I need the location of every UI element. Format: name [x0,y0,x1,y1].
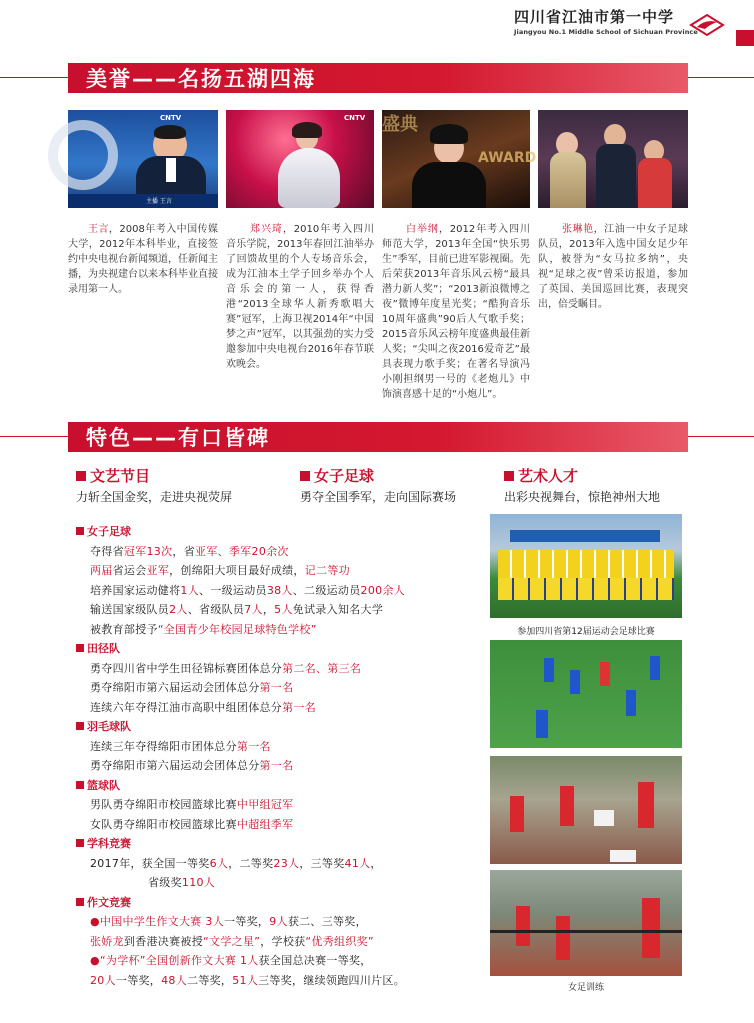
award-highlight: 第二名、第三名 [282,661,362,675]
award-text: 男队勇夺绵阳市校园篮球比赛 [90,798,237,811]
award-line [76,581,496,601]
person-bio: ，2008年考入中国传媒大学，2012年本科毕业，直接签约中央电视台新闻频道，任新闻主播，为央视建台以来本科毕业直接录用第一人。 [68,224,219,295]
award-line [76,561,496,581]
award-line [76,659,496,679]
award-line [76,873,496,893]
award-highlight: 20人 [90,973,116,987]
award-text: 连续三年夺得绵阳市团体总分 [90,739,237,753]
award-text: 、省级队员 [187,603,245,616]
award-line [76,815,496,835]
award-highlight: 2人 [169,603,188,616]
caption-zhang-linyan [538,222,688,312]
award-text: ，学校获 [260,934,306,948]
award-highlight: 第一名 [236,739,271,753]
page-tab-marker [736,30,754,46]
award-highlight: 9人 [269,915,288,928]
award-text: 勇夺绵阳市第六届运动会团体总分 [90,759,260,772]
person-name: 白举纲 [406,224,439,235]
award-highlight: 48人 [161,973,188,987]
award-highlight: 亚军、季军20余次 [195,544,289,558]
award-text: 省级奖 [148,876,182,889]
caption-wang-yan [68,222,218,297]
award-text: 获二、三等奖， [287,915,367,928]
award-line [76,737,496,757]
photo-wang-yan [68,110,218,208]
award-text: 培养国家运动健将 [90,583,181,597]
award-group-head [76,776,496,796]
school-emblem-icon [690,14,724,36]
square-bullet-icon [76,471,86,481]
award-highlight: “文学之星” [203,934,261,948]
section-banner-features [68,422,688,452]
award-highlight: ●中国中学生作文大赛 3人 [90,915,224,928]
square-bullet-icon [76,839,84,847]
tv-logo: CNTV [344,114,366,122]
section-title: 美誉——名扬五湖四海 [86,67,316,91]
photo-football-match [490,640,682,748]
award-backdrop-text: AWARD [478,150,537,166]
award-line [76,795,496,815]
award-line [76,542,496,562]
award-text: 、二级运动员 [292,583,361,597]
person-bio: ，2010年考入四川音乐学院，2013年春回江油举办了回馈故里的个人专场音乐会，成为江油本土学子回乡举办个人音乐会的第一人，获得香港“2013全球华人新秀歌唱大赛”冠军，上海卫视2014年“中国梦之声”冠军，以其强劲的实力受邀参加中央电视台2016年春节联欢晚会。 [226,224,375,370]
award-text: ，创绵阳大项目最好成绩， [169,564,305,577]
award-text: ，省 [172,544,196,558]
award-group-title: 作文竞赛 [87,895,131,909]
award-group-title: 羽毛球队 [87,720,131,733]
award-text: ， [262,603,275,616]
award-line [76,698,496,718]
award-highlight: 41人 [344,856,371,870]
award-highlight: 200余人 [360,583,406,597]
award-text: 三等奖，继续领跑四川片区。 [258,973,406,987]
square-bullet-icon [76,527,84,535]
caption-bai-jugang [382,222,530,402]
person-name: 郑兴琦 [250,224,283,235]
award-highlight: 第一名 [282,700,317,714]
award-line [76,912,496,932]
person-name: 王言 [88,224,109,235]
anchor-caption: 主播 王言 [146,198,172,205]
award-text: 勇夺四川省中学生田径锦标赛团体总分 [90,661,283,675]
awards-list [76,522,496,990]
square-bullet-icon [76,722,84,730]
square-bullet-icon [76,644,84,652]
award-highlight: 5人 [274,603,293,616]
award-group-head [76,893,496,913]
award-group-title: 女子足球 [87,525,131,538]
award-line [76,756,496,776]
photo-training-drill [490,756,682,864]
award-text: 连续六年夺得江油市高职中组团体总分 [90,700,283,714]
award-text: 2017年，获全国一等奖 [90,856,210,870]
award-group-head [76,639,496,659]
award-highlight: 第一名 [259,681,294,694]
feature-desc-talent: 出彩央视舞台，惊艳神州大地 [504,490,661,504]
photo-girls-training [490,870,682,976]
award-text: 、一级运动员 [199,583,267,597]
award-text: ， [370,856,382,870]
school-name-en: Jiangyou No.1 Middle School of Sichuan Province [514,28,698,36]
award-highlight: ●“为学杯”全国创新作文大赛 1人 [90,954,259,967]
award-group-title: 田径队 [87,642,120,655]
award-highlight: 38人 [266,583,293,597]
award-group-head [76,834,496,854]
person-bio: ，2012年考入四川师范大学，2013年全国“快乐男生”季军，目前已进军影视圈。先后荣获2013年音乐风云榜“最具潜力新人奖”；“2013新浪微博之夜”微博年度星光奖；“酷狗音乐10周年盛典”90后人气歌手奖；2015音乐风云榜年度盛典最佳新人奖；“尖叫之夜2016爱奇艺”最具表现力歌手奖；在著名导演冯小刚担纲男一号的《老炮儿》中饰演喜感十足的“小炮儿”。 [382,224,531,400]
award-text: 夺得省 [90,544,124,558]
feature-desc-football: 勇夺全国季军，走向国际赛场 [300,490,457,504]
section-title: 特色——有口皆碑 [86,426,270,450]
award-highlight: 冠军13次 [123,544,173,558]
award-line [76,600,496,620]
award-highlight: 两届 [90,564,113,577]
award-highlight: 1人 [180,583,200,597]
caption-zheng-xingqi [226,222,374,372]
photo-caption-training: 女足训练 [567,983,604,993]
feature-title-arts: 文艺节目 [76,465,150,486]
award-text: 一等奖， [115,973,162,987]
award-highlight: 23人 [273,856,300,870]
square-bullet-icon [300,471,310,481]
person-bio: ，江油一中女子足球队员，2013年入选中国女足少年队，被誉为“女马拉多纳”，央视“足球之夜”曾采访报道，参加了英国、美国巡回比赛，表现突出，倍受瞩目。 [538,224,689,310]
award-text: 到香港决赛被授 [123,934,204,948]
award-text: 省运会 [112,564,147,577]
award-group-title: 篮球队 [87,778,120,792]
award-highlight: 亚军 [146,564,170,577]
feature-desc-arts: 力斩全国金奖，走进央视荧屏 [76,490,233,504]
feature-title-talent: 艺术人才 [504,465,578,486]
award-text: 输送国家级队员 [90,603,170,616]
award-group-head [76,522,496,542]
award-line [76,620,496,640]
square-bullet-icon [76,781,84,789]
square-bullet-icon [504,471,514,481]
award-line [76,932,496,952]
award-text: 二等奖， [187,973,233,987]
photo-zheng-xingqi [226,110,374,208]
award-highlight: 记二等功 [304,564,350,577]
photo-caption-team: 参加四川省第12届运动会足球比赛 [517,627,655,637]
award-highlight: “优秀组织奖” [305,934,374,948]
award-text: 免试录入知名大学 [292,603,384,616]
photo-zhang-linyan [538,110,688,208]
award-highlight: 中甲组冠军 [236,798,294,811]
school-name-cn: 四川省江油市第一中学 [514,8,675,26]
award-highlight: 中超组季军 [236,817,294,831]
award-highlight: 第一名 [259,759,294,772]
section-banner-reputation [68,63,688,93]
award-text: ，三等奖 [299,856,345,870]
award-text: 被教育部授予 [90,622,158,636]
award-group-title: 学科竞赛 [87,837,131,850]
award-highlight: 7人 [244,603,263,616]
square-bullet-icon [76,898,84,906]
award-group-head [76,717,496,737]
award-highlight: 110人 [181,876,216,889]
photo-football-team [490,514,682,618]
award-highlight: 6人 [209,856,229,870]
feature-title-football: 女子足球 [300,465,374,486]
award-text: 获全国总决赛一等奖， [258,954,372,967]
photo-bai-jugang: 盛典 AWARD [382,110,530,208]
award-text: ，二等奖 [228,856,274,870]
award-line [76,951,496,971]
award-line [76,678,496,698]
award-line [76,854,496,874]
award-highlight: 张娇龙 [90,934,124,948]
tv-logo: CNTV [160,114,182,122]
award-text: 勇夺绵阳市第六届运动会团体总分 [90,681,260,694]
award-line [76,971,496,991]
person-name: 张琳艳 [562,224,594,235]
award-highlight: 51人 [232,973,259,987]
award-highlight: “全国青少年校园足球特色学校” [157,622,317,636]
award-text: 一等奖， [224,915,270,928]
award-text: 女队勇夺绵阳市校园篮球比赛 [90,817,237,831]
